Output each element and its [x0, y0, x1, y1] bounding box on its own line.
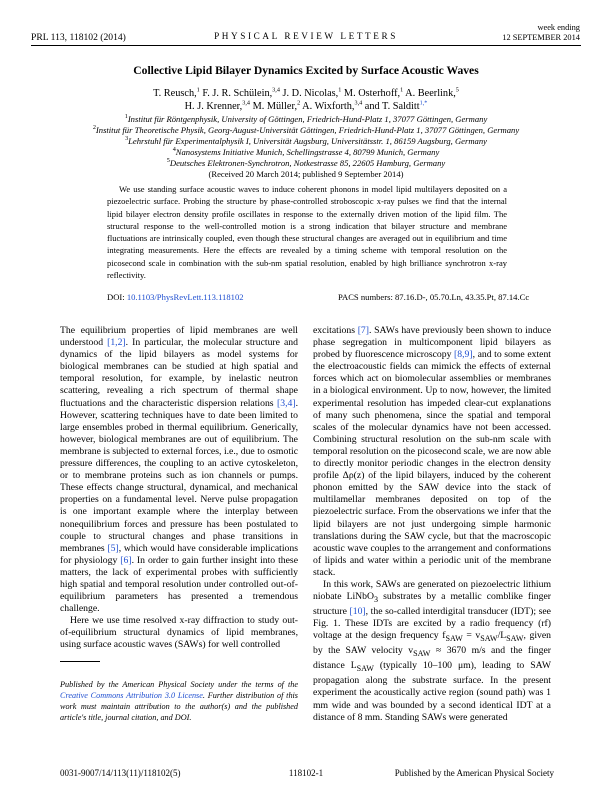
footnote-rule: [60, 661, 100, 662]
text-run: . In particular, the molecular structure and dynamics of the lipid bilayers as model systems for biological membranes can be studied at high spatial and temporal resolution, for example, by inelastic neutron scattering, revealing a rich spectrum of thermal shape fluctuations and the characteristic dispersion relations: [60, 337, 298, 409]
author-name: M. Osterhoff,: [341, 88, 401, 99]
paragraph: [60, 325, 298, 615]
affiliation-num: 3: [125, 135, 129, 143]
text-run: . However, scattering techniques have to date been limited to large ensembles probed in thermal equilibrium. Generically, however, biological membranes are out of equilibrium. The membrane is subjected to external forces, i.e., due to osmotic pressure differences, the coupling to an active cytoskeleton, or to membrane proteins such as ion channels or pumps. These effects change structural, dynamical, and mechanical properties on a fundamental level. Nerve pulse propagation is one important example where the interplay between nonequilibrium forces and pressure has been postulated to couple to structural changes and phase transitions in membranes: [60, 397, 298, 554]
author-name: J. D. Nicolas,: [279, 88, 339, 99]
affiliation-text: Deutsches Elektronen-Synchrotron, Notkestrasse 85, 22605 Hamburg, Germany: [169, 158, 446, 168]
author-name: A. Beerlink,: [403, 88, 456, 99]
subscript: 3: [374, 595, 379, 604]
author-name: T. Reusch,: [153, 88, 197, 99]
pacs-numbers: PACS numbers: 87.16.D-, 05.70.Ln, 43.35.Pt, 87.14.Cc: [338, 292, 530, 302]
doi-label: DOI:: [107, 292, 127, 302]
text-run: Published by the American Physical Society under the terms of the: [60, 680, 298, 689]
affiliation-num: 4: [172, 146, 176, 154]
author-name: M. Müller,: [250, 101, 298, 112]
text-run: . Further distribution of this work must maintain attribution to the author(s) and the published article's title, journal citation, and DOI.: [60, 691, 298, 722]
subscript: SAW: [356, 664, 374, 674]
author-affil-sup: 3,4: [354, 99, 363, 107]
issue-date-value: 12 SEPTEMBER 2014: [502, 33, 580, 42]
affiliation-3: [0, 136, 612, 147]
author-line-2: [0, 101, 612, 112]
doi-link[interactable]: 10.1103/PhysRevLett.113.118102: [126, 292, 244, 302]
footer-issn: 0031-9007/14/113(11)/118102(5): [60, 768, 181, 778]
doi: [107, 292, 244, 302]
author-name: and T. Salditt: [362, 101, 420, 112]
text-run: In this work, SAWs are generated on piezoelectric lithium niobate LiNbO: [313, 578, 551, 603]
body-column-left: [60, 325, 298, 652]
author-name: A. Wixforth,: [300, 101, 355, 112]
affiliation-text: Institut für Theoretische Physik, Georg-August-Universität Göttingen, Friedrich-Hund-Platz 1, 37077 Göttingen, Germany: [95, 125, 520, 135]
author-affil-sup: 1: [196, 86, 200, 94]
author-line-1: [0, 88, 612, 99]
footer-publisher: Published by the American Physical Society: [394, 768, 554, 778]
affiliation-text: Institut für Röntgenphysik, University of Göttingen, Friedrich-Hund-Platz 1, 37077 Göttingen, Germany: [127, 114, 488, 124]
abstract: We use standing surface acoustic waves to induce coherent phonons in model lipid multilayers deposited on a piezoelectric surface. Probing the structure by phase-controlled stroboscopic x-ray pulses we find that the internal lipid bilayer electron density profile oscillates in response to the externally driven motion of the lipid film. The structural response to the well-controlled motion is a strong indication that bilayer structure and membrane fluctuations are intrinsically coupled, even though these structural changes are averaged out in equilibrium and time integrating measurements. Here the effects are revealed by a timing scheme with temporal resolution on the picosecond scale in combination with the sub-nm spatial resolution, enabled by high brilliance synchrotron x-ray reflectivity.: [107, 184, 507, 281]
affiliation-text: Lehrstuhl für Experimentalphysik I, Universität Augsburg, Universitätsstr. 1, 86159 Augsburg, Germany: [128, 136, 487, 146]
text-run: , given by the SAW velocity v: [313, 630, 552, 657]
text-run: substrates by a metallic comblike finger structure: [313, 591, 552, 618]
citation-link[interactable]: [10]: [349, 606, 366, 618]
citation-link[interactable]: [5]: [107, 542, 119, 554]
subscript: SAW: [506, 634, 524, 644]
text-run: , and to some extent the electroacoustic fields can mimick the effects of external forces which act on biomolecular assemblies or membranes in a biological environment. Up to now, however, the limited experimental resolution has impeded clear-cut explanations of many such phenomena, since the spatial and temporal scales of the molecular dynamics have not been accessed. Combining structural resolution on the sub-nm scale with temporal resolution on the picosecond scale, we are now able to directly monitor periodic changes in the electron density profile Δρ(z) of the lipid bilayers, induced by the coherent phonon emitted by the SAW device into the stack of multilamellar membranes deposited on top of the piezoelectric surface. From the observations we infer that the lipid bilayers are not just undergoing simple harmonic translations during the SAW cycle, but that the macroscopic acoustic wave couples to the arrangement and conformations of lipids and water within a periodic unit of the membrane stack.: [313, 349, 551, 578]
license-footnote: [60, 679, 298, 723]
subscript: SAW: [413, 649, 431, 659]
journal-name: PHYSICAL REVIEW LETTERS: [214, 31, 398, 41]
paper-title: Collective Lipid Bilayer Dynamics Excited by Surface Acoustic Waves: [133, 64, 479, 77]
paragraph: [313, 579, 551, 724]
text-run: = v: [462, 630, 481, 642]
text-run: The equilibrium properties of lipid membranes are well understood: [60, 325, 298, 349]
affiliation-num: 5: [166, 157, 170, 165]
week-ending-label: week ending: [537, 23, 580, 32]
author-affil-sup: 3,4: [242, 99, 250, 107]
citation-link[interactable]: [6]: [120, 554, 132, 566]
text-run: . In order to gain further insight into these matters, the lack of experimental probes with sufficiently high spatial and temporal resolution under controlled out-of-equilibrium parameters has presented a tremendous challenge.: [60, 554, 299, 615]
subscript: SAW: [480, 634, 498, 644]
paragraph: [313, 325, 551, 579]
journal-ref: PRL 113, 118102 (2014): [31, 32, 126, 43]
author-affil-sup: 1: [338, 86, 342, 94]
text-run: , the so-called interdigital transducer (IDT); see Fig. 1. These IDTs are excited by a radio frequency (rf) voltage at the design frequency f: [313, 606, 551, 642]
author-name: F. J. R. Schülein,: [199, 88, 273, 99]
affiliation-text: Nanosystems Initiative Munich, Schellingstrasse 4, 80799 Munich, Germany: [175, 147, 440, 157]
text-run: excitations: [313, 325, 358, 336]
affiliation-4: [0, 147, 612, 158]
author-affil-sup: 1: [400, 86, 404, 94]
affiliation-num: 2: [92, 124, 96, 132]
author-name: H. J. Krenner,: [184, 101, 243, 112]
subscript: SAW: [445, 634, 463, 644]
affiliation-5: [0, 158, 612, 169]
author-affil-sup: 2: [297, 99, 301, 107]
affiliation-2: [0, 125, 612, 136]
text-run: ≈ 3670 m/s and the finger distance L: [313, 645, 551, 672]
text-run: . SAWs have previously been shown to induce phase segregation in multicomponent lipid bilayers as probed by fluorescence microscopy: [313, 325, 552, 361]
author-affil-sup[interactable]: 1,*: [419, 99, 428, 107]
text-run: /L: [497, 630, 507, 642]
text-run: , which would have considerable implications for physiology: [60, 542, 298, 566]
issue-date: [502, 23, 580, 43]
affiliation-num: 1: [124, 113, 128, 121]
citation-link[interactable]: [3,4]: [277, 397, 296, 409]
footer-page-number: 118102-1: [288, 768, 324, 778]
paragraph: Here we use time resolved x-ray diffraction to study out-of-equilibrium structural dynamics of lipid membranes, using surface acoustic waves (SAWs) for well controlled: [60, 615, 298, 651]
license-link[interactable]: Creative Commons Attribution 3.0 License: [60, 691, 203, 700]
affiliation-1: [0, 114, 612, 125]
header-rule: [31, 45, 581, 46]
author-affil-sup: 3,4: [272, 86, 280, 94]
body-column-right: [313, 325, 551, 724]
citation-link[interactable]: [7]: [357, 325, 369, 336]
citation-link[interactable]: [8,9]: [454, 349, 473, 361]
citation-link[interactable]: [1,2]: [107, 337, 126, 349]
author-affil-sup: 5: [455, 86, 459, 94]
text-run: (typically 10–100 μm), leading to SAW propagation along the substrate surface. In the present experiment the acoustically active region (sound path) was 1 mm wide and was bounded by a second identical IDT at a distance of 8 mm. Standing SAWs were generated: [313, 660, 551, 723]
received-dates: (Received 20 March 2014; published 9 September 2014): [208, 169, 404, 179]
